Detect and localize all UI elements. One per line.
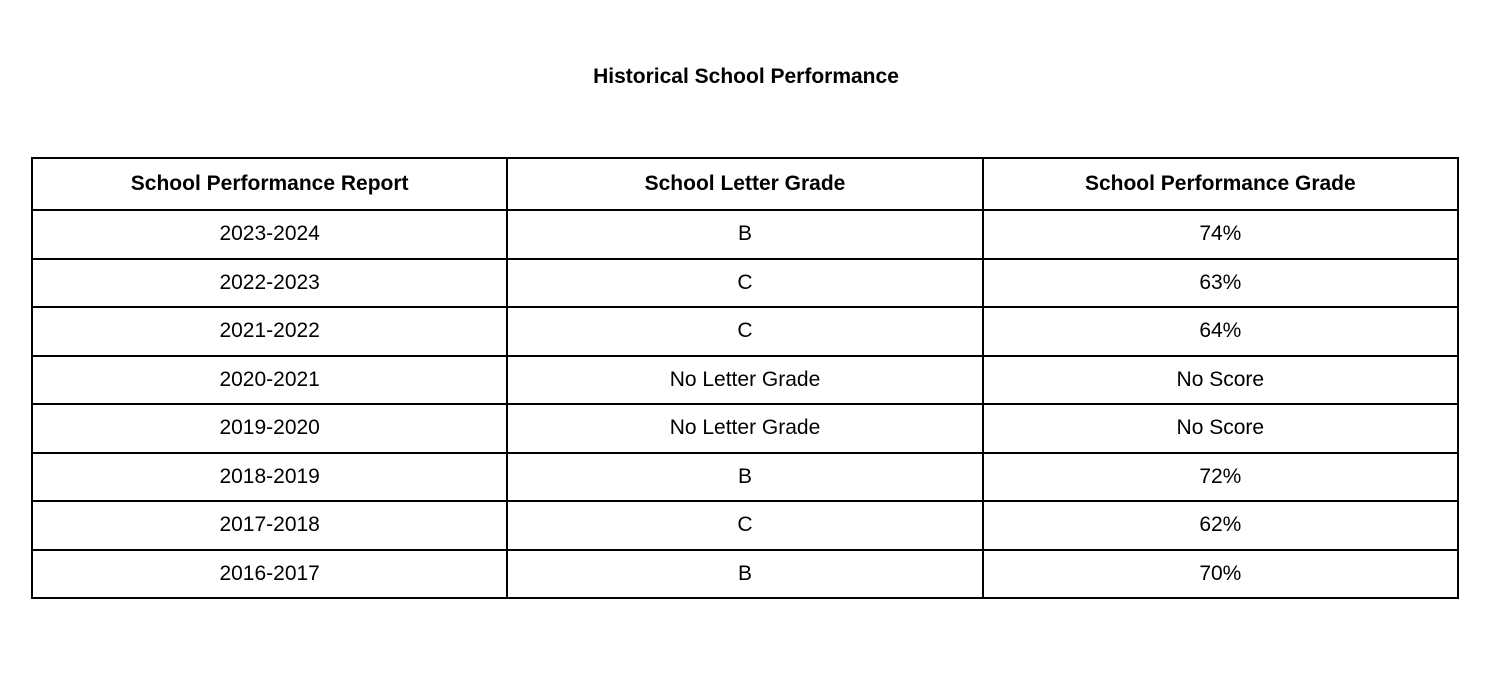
cell-letter-grade: B [507,210,982,259]
cell-report: 2016-2017 [32,550,507,599]
cell-letter-grade: C [507,307,982,356]
header-letter-grade: School Letter Grade [507,158,982,210]
cell-performance-grade: 64% [983,307,1458,356]
cell-report: 2021-2022 [32,307,507,356]
cell-performance-grade: No Score [983,404,1458,453]
page-title: Historical School Performance [593,65,899,88]
cell-performance-grade: No Score [983,356,1458,405]
table-row [32,404,1458,453]
cell-letter-grade: B [507,550,982,599]
header-performance-grade: School Performance Grade [983,158,1458,210]
cell-report: 2023-2024 [32,210,507,259]
table-row [32,501,1458,550]
cell-performance-grade: 74% [983,210,1458,259]
table-row [32,210,1458,259]
cell-letter-grade: No Letter Grade [507,404,982,453]
cell-report: 2022-2023 [32,259,507,308]
table-row [32,550,1458,599]
cell-report: 2018-2019 [32,453,507,502]
cell-performance-grade: 72% [983,453,1458,502]
cell-letter-grade: B [507,453,982,502]
header-report: School Performance Report [32,158,507,210]
cell-report: 2020-2021 [32,356,507,405]
table-row [32,307,1458,356]
cell-letter-grade: C [507,501,982,550]
table-row [32,259,1458,308]
performance-table [31,157,1459,599]
cell-report: 2017-2018 [32,501,507,550]
table-row [32,356,1458,405]
cell-performance-grade: 62% [983,501,1458,550]
table-header-row [32,158,1458,210]
cell-performance-grade: 70% [983,550,1458,599]
table-row [32,453,1458,502]
cell-performance-grade: 63% [983,259,1458,308]
cell-letter-grade: C [507,259,982,308]
cell-letter-grade: No Letter Grade [507,356,982,405]
cell-report: 2019-2020 [32,404,507,453]
